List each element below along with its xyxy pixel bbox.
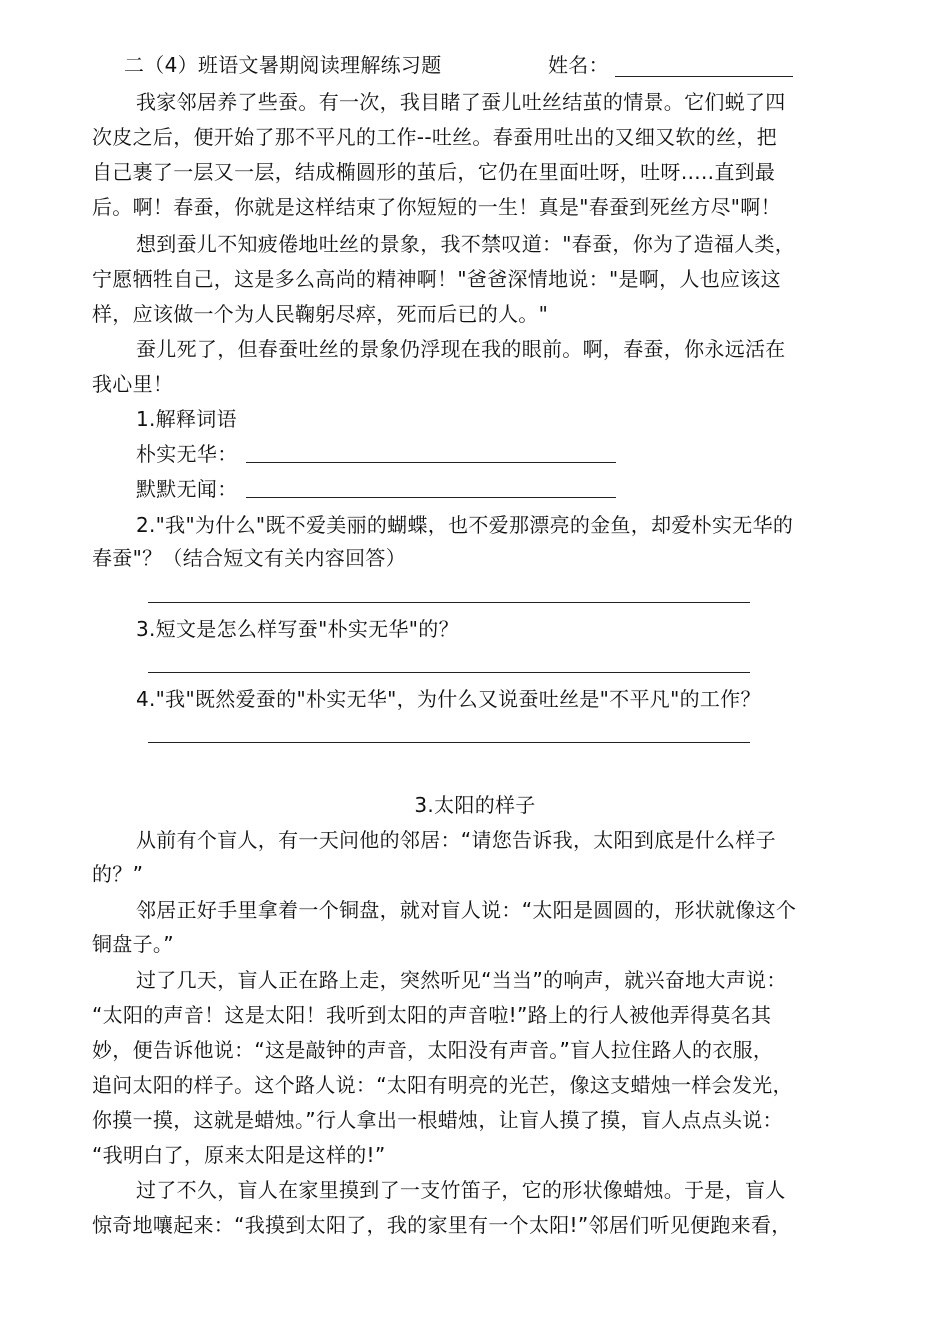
question-1-title: 1.解释词语 xyxy=(136,407,237,431)
passage1-line: 次皮之后，便开始了那不平凡的工作--吐丝。春蚕用吐出的又细又软的丝，把 xyxy=(92,125,777,149)
passage2-line: 的？” xyxy=(92,862,144,886)
worksheet-title: 二（4）班语文暑期阅读理解练习题 xyxy=(124,53,442,77)
passage2-line: 过了几天，盲人正在路上走，突然听见“当当”的响声，就兴奋地大声说： xyxy=(136,968,787,992)
q1-word-2-label: 默默无闻： xyxy=(136,477,238,501)
q3-answer-blank[interactable] xyxy=(148,672,750,673)
passage2-line: 邻居正好手里拿着一个铜盘，就对盲人说：“太阳是圆圆的，形状就像这个 xyxy=(136,898,797,922)
passage2-line: 惊奇地嚷起来：“我摸到太阳了，我的家里有一个太阳!”邻居们听见便跑来看， xyxy=(92,1213,792,1237)
question-2-line: 2."我"为什么"既不爱美丽的蝴蝶，也不爱那漂亮的金鱼，却爱朴实无华的 xyxy=(136,513,794,537)
question-4: 4."我"既然爱蚕的"朴实无华"，为什么又说蚕吐丝是"不平凡"的工作？ xyxy=(136,687,761,711)
passage2-line: 妙，便告诉他说：“这是敲钟的声音，太阳没有声音。”盲人拉住路人的衣服， xyxy=(92,1038,774,1062)
q4-answer-blank[interactable] xyxy=(148,742,750,743)
name-label: 姓名： xyxy=(548,53,609,77)
passage1-line: 我心里！ xyxy=(92,372,174,396)
q2-answer-blank[interactable] xyxy=(148,602,750,603)
passage1-line: 我家邻居养了些蚕。有一次，我目睹了蚕儿吐丝结茧的情景。它们蜕了四 xyxy=(136,90,786,114)
passage1-line: 后。啊！春蚕，你就是这样结束了你短短的一生！真是"春蚕到死丝方尽"啊！ xyxy=(92,195,781,219)
passage2-line: 追问太阳的样子。这个路人说：“太阳有明亮的光芒，像这支蜡烛一样会发光， xyxy=(92,1073,793,1097)
passage1-line: 自己裹了一层又一层，结成椭圆形的茧后，它仍在里面吐呀，吐呀…..直到最 xyxy=(92,160,776,184)
passage2-line: 铜盘子。” xyxy=(92,932,174,956)
q1-word-2-answer-blank[interactable] xyxy=(246,497,616,498)
passage1-line: 宁愿牺牲自己，这是多么高尚的精神啊！"爸爸深情地说："是啊，人也应该这 xyxy=(92,267,781,291)
passage2-line: “太阳的声音！这是太阳！我听到太阳的声音啦!”路上的行人被他弄得莫名其 xyxy=(92,1003,772,1027)
name-blank[interactable] xyxy=(615,76,793,77)
passage1-line: 蚕儿死了，但春蚕吐丝的景象仍浮现在我的眼前。啊，春蚕，你永远活在 xyxy=(136,337,786,361)
passage2-line: 你摸一摸，这就是蜡烛。”行人拿出一根蜡烛，让盲人摸了摸，盲人点点头说： xyxy=(92,1108,783,1132)
passage2-line: “我明白了，原来太阳是这样的!” xyxy=(92,1143,386,1167)
passage1-line: 想到蚕儿不知疲倦地吐丝的景象，我不禁叹道："春蚕，你为了造福人类， xyxy=(136,232,796,256)
passage2-line: 过了不久，盲人在家里摸到了一支竹笛子，它的形状像蜡烛。于是，盲人 xyxy=(136,1178,786,1202)
q1-word-1-answer-blank[interactable] xyxy=(246,462,616,463)
question-2-line: 春蚕"？（结合短文有关内容回答） xyxy=(92,546,406,570)
question-3: 3.短文是怎么样写蚕"朴实无华"的？ xyxy=(136,617,459,641)
q1-word-1-label: 朴实无华： xyxy=(136,442,238,466)
passage1-line: 样，应该做一个为人民鞠躬尽瘁，死而后已的人。" xyxy=(92,302,549,326)
passage2-line: 从前有个盲人，有一天问他的邻居：“请您告诉我，太阳到底是什么样子 xyxy=(136,828,776,852)
passage2-title: 3.太阳的样子 xyxy=(414,793,536,817)
